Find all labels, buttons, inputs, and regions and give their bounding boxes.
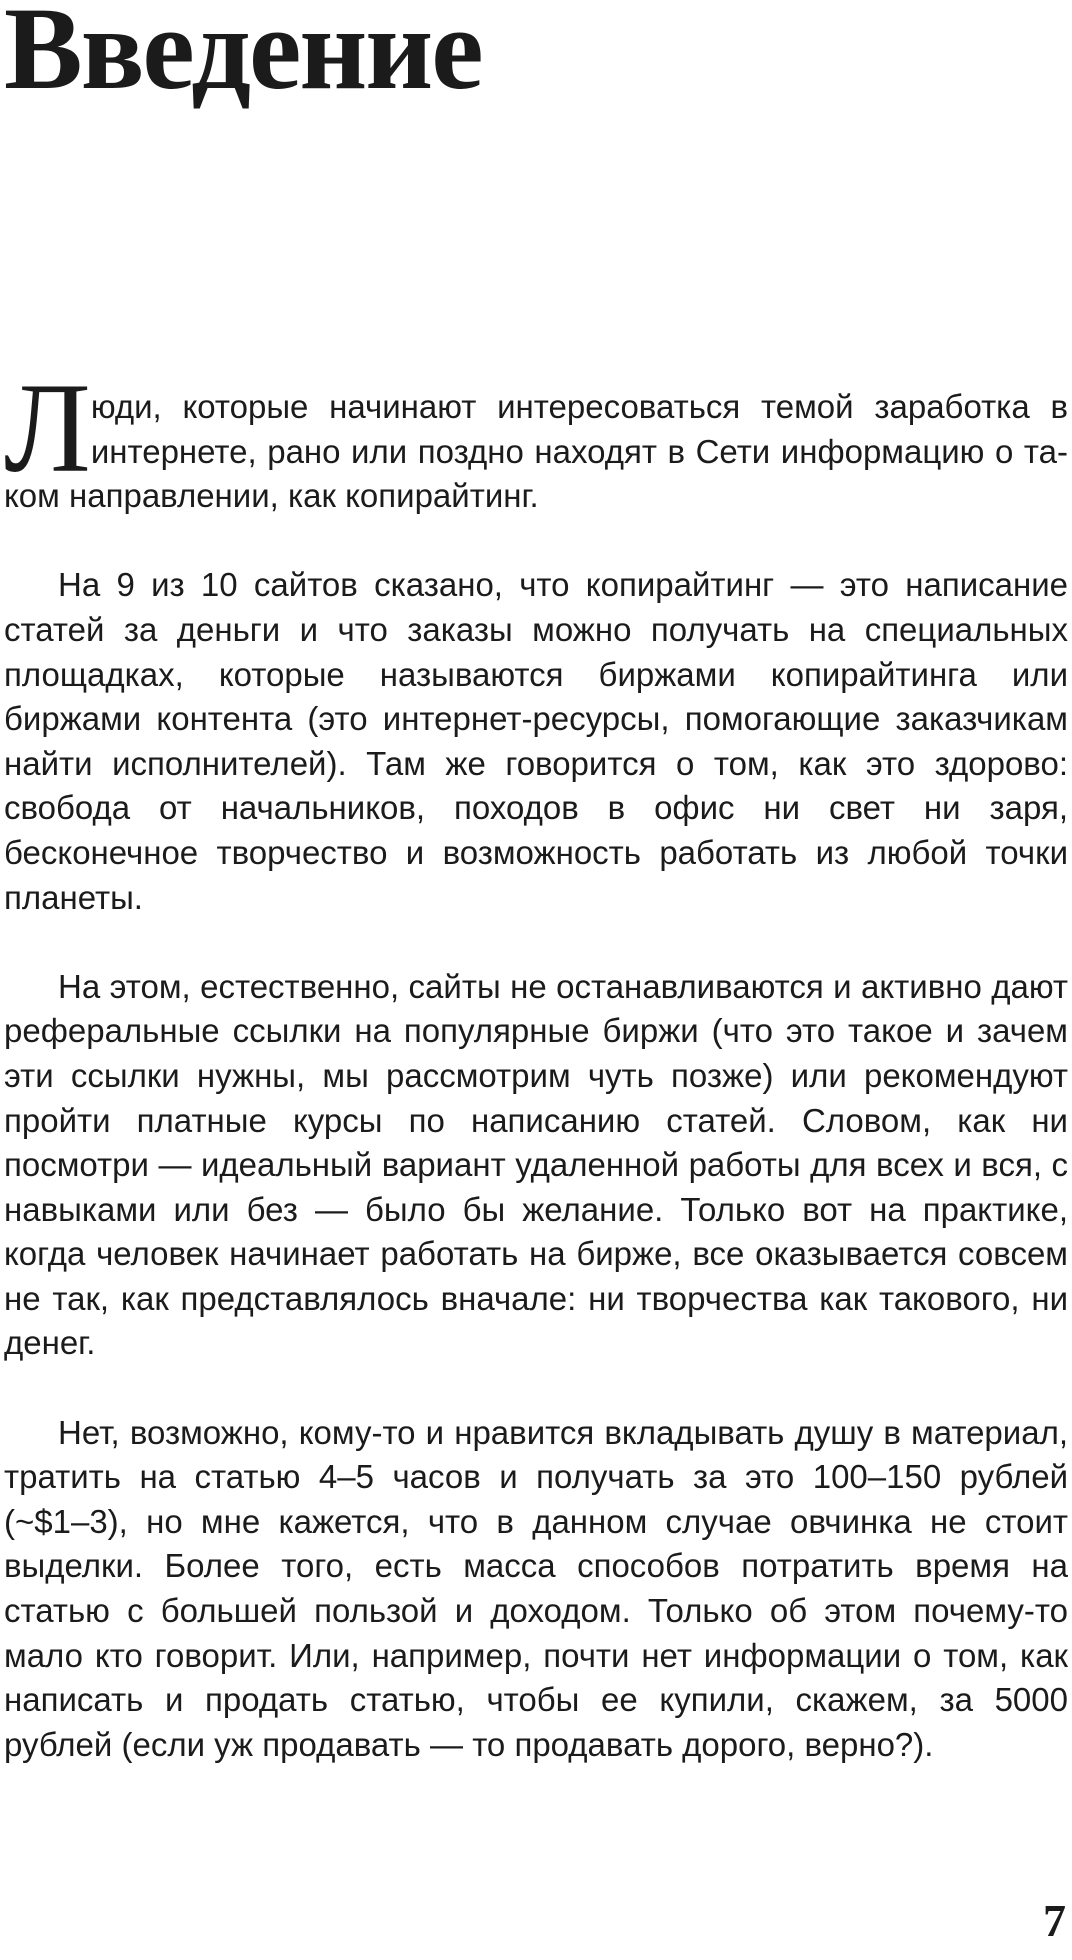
- drop-cap: Л: [4, 357, 91, 499]
- paragraph-2: На 9 из 10 сайтов сказано, что копирайтинг — это написание статей за деньги и что заказы можно получать на специальных площадках, которые называются биржами копирайтинга или биржами контента (это интернет-ресурсы, помогающие заказчикам найти исполнителей). Там же говорится о том, как это здорово: свобода от начальников, походов в офис ни свет ни заря, бесконечное творчество и возможность работать из любой точки планеты.: [4, 566, 1068, 916]
- page-title: Введение: [4, 0, 482, 114]
- paragraph-3: На этом, естественно, сайты не останавливаются и активно дают реферальные ссылки на популярные биржи (что это такое и зачем эти ссылки нужны, мы рассмотрим чуть позже) или рекомендуют пройти платные курсы по написанию статей. Словом, как ни посмотри — идеальный вариант удаленной работы для всех и вся, с навыками или без — было бы желание. Только вот на практике, когда человек начинает работать на бирже, все оказывается совсем не так, как представлялось вначале: ни творчества как такового, ни денег.: [4, 967, 1068, 1362]
- paragraph-1-text: юди, которые начинают интересоваться темой заработка в интернете, рано или поздно находят в Сети информацию о таком направлении, как копирайтинг.: [4, 388, 1068, 515]
- body-text: [4, 357, 1068, 1767]
- paragraph-1: [4, 357, 1068, 519]
- page-number: 7: [1043, 1895, 1066, 1946]
- paragraph-4: Нет, возможно, кому-то и нравится вкладывать душу в материал, тратить на статью 4–5 часов и получать за это 100–150 рублей (~$1–3), но мне кажется, что в данном случае овчинка не стоит выделки. Более того, есть масса способов потратить время на статью с большей пользой и доходом. Только об этом почему-то мало кто говорит. Или, например, почти нет информации о том, как написать и продать статью, чтобы ее купили, скажем, за 5000 рублей (если уж продавать — то продавать дорого, верно?).: [4, 1413, 1068, 1763]
